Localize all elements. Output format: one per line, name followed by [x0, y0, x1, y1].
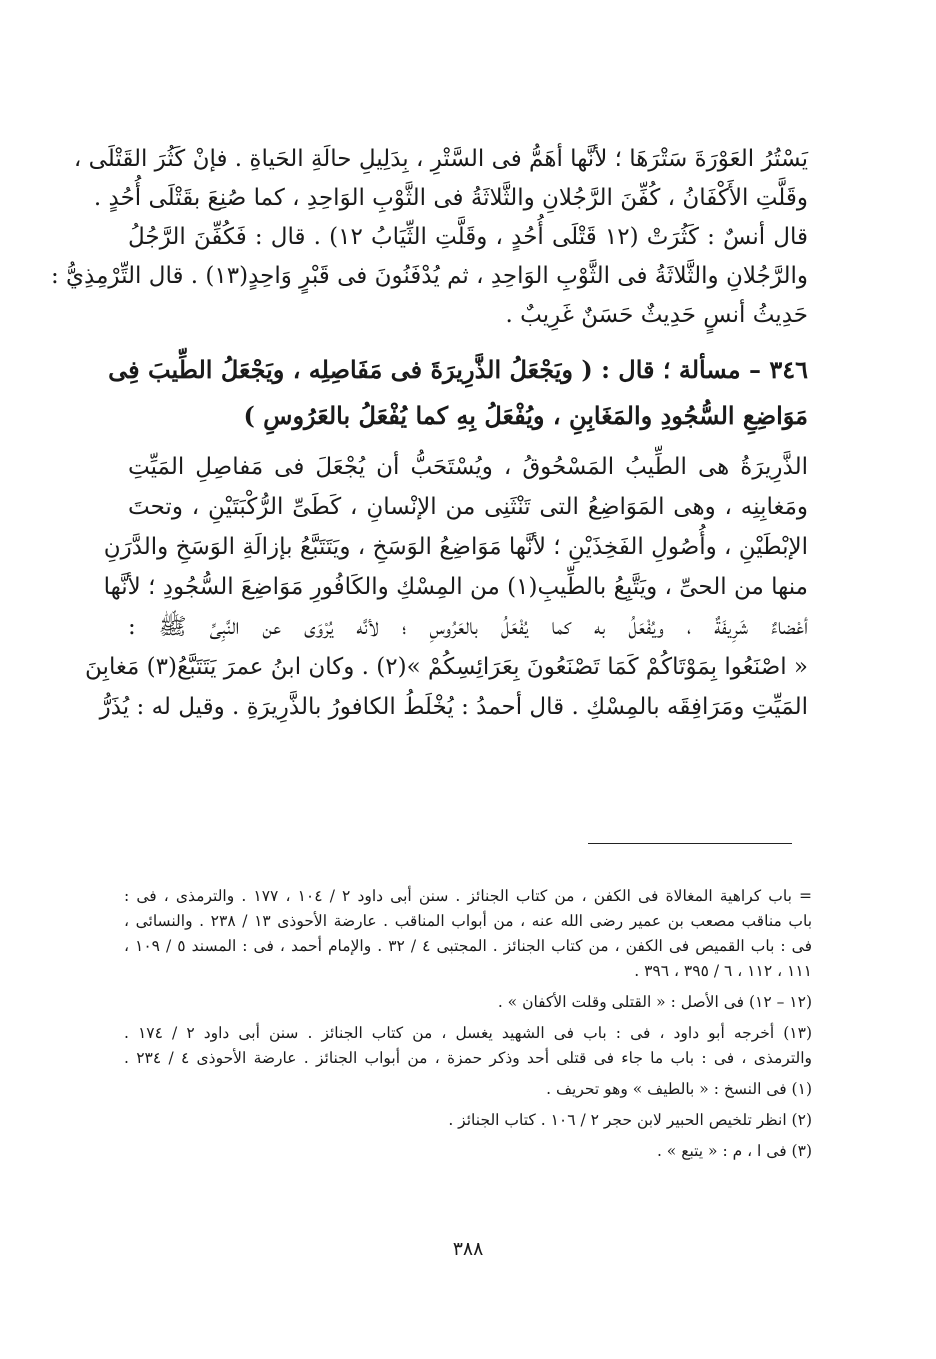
- text-line: حَدِيثُ أنسٍ حَدِيثٌ حَسَنٌ غَرِيبٌ .: [505, 302, 808, 328]
- footnote-13: [124, 1021, 812, 1071]
- footnote-line: (٢) انظر تلخيص الحبير لابن حجر ٢ / ١٠٦ . كتاب الجنائز .: [448, 1111, 812, 1129]
- footnote-3: [124, 1139, 812, 1164]
- text-line: أعْضاءٌ شَرِيفَةٌ ، ويُفْعَلُ به كما يُفْعَلُ بالعَرُوسِ ؛ لأنَّه يُرْوَى عن النَّبِىِّ ﷺ :: [128, 614, 808, 640]
- main-text: [50, 140, 808, 727]
- paragraph-2: [85, 447, 808, 727]
- footnote-line: (١٣) أخرجه أبو داود ، فى : باب فى الشهيد يغسل ، من كتاب الجنائز . سنن أبى داود ٢ / ١٧٤ .: [124, 1024, 813, 1042]
- text-line: يَسْتُرُ العَوْرَةَ سَتْرَهَا ؛ لأنَّها أهَمُّ فى السَّتْرِ ، بِدَلِيلِ حالَةِ الحَياةِ . فإنْ كَثُرَ القَتْلَى ،: [73, 146, 808, 172]
- text-line: قال أنسٌ : كَثُرَتْ (١٢ قَتْلَى أُحُدٍ ، وقَلَّتِ الثِّيَابُ ١٢) . قال : فَكُفِّنَ الرَّجُلُ: [128, 224, 808, 250]
- footnote-line: والترمذى ، فى : باب ما جاء فى قتلى أحد وذكر حمزة ، من أبواب الجنائز . عارضة الأحوذى ٤ / ٢٣٤ .: [124, 1049, 813, 1067]
- footnote-12: [124, 990, 812, 1015]
- footnote-1: [124, 1077, 812, 1102]
- footnote-line: = باب كراهية المغالاة فى الكفن ، من كتاب الجنائز . سنن أبى داود ٢ / ١٠٤ ، ١٧٧ . والترمذى ، فى :: [124, 887, 812, 905]
- page-number: ٣٨٨: [452, 1238, 484, 1260]
- text-line: منها من الحىِّ ، ويَتَّبِعُ بالطِّيبِ(١) من المِسْكِ والكَافُورِ مَوَاضِعَ السُّجُودِ ؛ لأنَّها: [103, 574, 808, 600]
- section-heading: [108, 347, 808, 439]
- text-line: وقَلَّتِ الأَكْفَانُ ، كُفِّنَ الرَّجُلانِ والثَّلاثَةُ فى الثَّوْبِ الوَاحِدِ ، كما صُنِعَ بقَتْلَى أُحُدٍ .: [93, 185, 808, 211]
- heading-line: مَوَاضِعِ السُّجُودِ والمَغَابِنِ ، ويُفْعَلُ بِهِ كما يُفْعَلُ بالعَرُوسِ ): [243, 401, 808, 430]
- text-line: والرَّجُلانِ والثَّلاثَةُ فى الثَّوْبِ الوَاحِدِ ، ثم يُدْفَنُونَ فى قَبْرٍ وَاحِدٍ(١٣) . قال التِّرْمِذِيُّ :: [50, 263, 808, 289]
- footnote-line: ١١١ ، ١١٢ ، ٦ / ٣٩٥ ، ٣٩٦ .: [634, 962, 812, 980]
- footnote-2: [124, 1108, 812, 1133]
- footnote-separator: [588, 843, 792, 844]
- text-line: ومَغابِنِه ، وهى المَوَاضِعُ التى تَنْثَنِى من الإنْسانِ ، كَطَىِّ الرُّكْبَتَيْنِ ، وتحتَ: [128, 494, 808, 520]
- footnotes: [124, 884, 812, 1164]
- text-line: « اصْنَعُوا بِمَوْتَاكُمْ كَمَا تَصْنَعُونَ بِعَرَائِسِكُمْ »(٢) . وكان ابنُ عمرَ يَتَتَبَّعُ(٣) مَغابِنَ: [85, 654, 808, 680]
- paragraph-1: [50, 140, 808, 335]
- heading-line: ٣٤٦ – مسألة ؛ قال : ( ويَجْعَلُ الذَّرِيرَةَ فى مَفَاصِلِه ، ويَجْعَلُ الطِّيبَ فِى: [108, 355, 808, 384]
- footnote-line: (٣) فى ا ، م : « يتبع » .: [656, 1142, 812, 1160]
- text-line: الإبْطَيْنِ ، وأُصُولِ الفَخِذَيْنِ ؛ لأنَّها مَوَاضِعُ الوَسَخِ ، ويَتَتَبَّعُ بإزالَةِ الوَسَخِ والدَّرَنِ: [103, 534, 808, 560]
- footnote-line: باب مناقب مصعب بن عمير رضى الله عنه ، من أبواب المناقب . عارضة الأحوذى ١٣ / ٢٣٨ . والنسائى ،: [124, 912, 813, 930]
- text-line: المَيِّتِ ومَرَافِقَه بالمِسْكِ . قال أحمدُ : يُخْلَطُ الكافورُ بالذَّرِيرَةِ . وقيل له : يُذَرُّ: [99, 694, 808, 720]
- footnote-continued: [124, 884, 812, 984]
- text-line: الذَّرِيرَةُ هى الطِّيبُ المَسْحُوقُ ، ويُسْتَحَبُّ أن يُجْعَلَ فى مَفاصِلِ المَيِّتِ: [128, 454, 808, 480]
- footnote-line: (١٢ – ١٢) فى الأصل : « القتلى وقلت الأكفان » .: [497, 993, 812, 1011]
- footnote-line: فى : باب القميص فى الكفن ، من كتاب الجنائز . المجتبى ٤ / ٣٢ . والإمام أحمد ، فى : المسند ٥ / ١٠٩ ،: [124, 937, 812, 955]
- footnote-line: (١) فى النسخ : « بالطيف » وهو تحريف .: [546, 1080, 812, 1098]
